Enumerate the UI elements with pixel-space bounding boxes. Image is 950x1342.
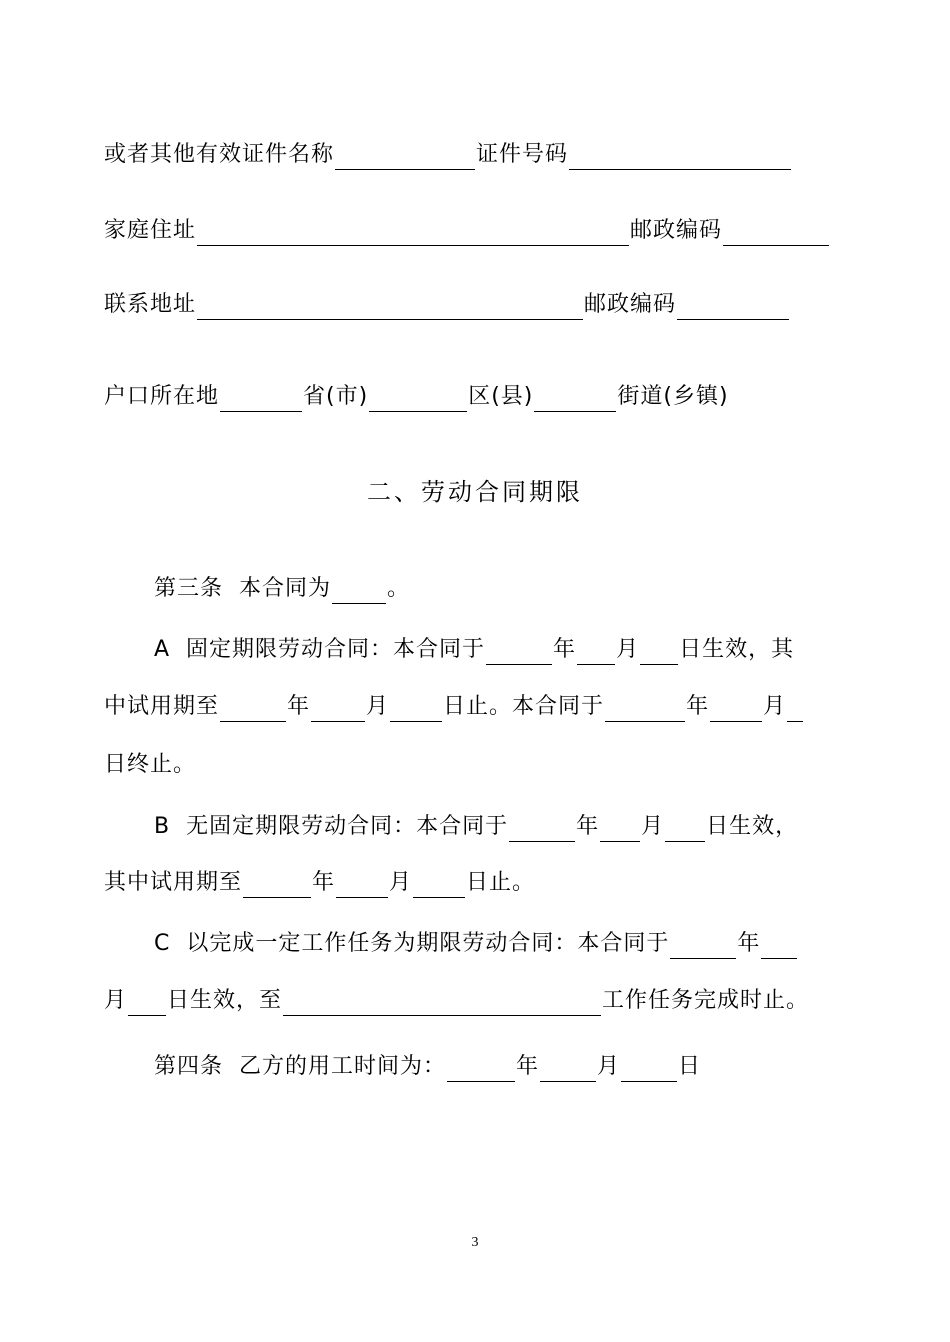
postal-code-blank-2[interactable] — [677, 295, 789, 320]
id-line — [104, 140, 792, 170]
contract-type-blank[interactable] — [332, 579, 386, 604]
postal-code-label: 邮政编码 — [630, 218, 723, 243]
b-line-1 — [154, 812, 798, 842]
street-blank[interactable] — [534, 387, 616, 412]
a-month2-label: 月 — [366, 694, 390, 719]
contact-address-label: 联系地址 — [104, 292, 197, 317]
home-address-blank[interactable] — [197, 221, 629, 246]
contact-address-line — [104, 290, 790, 320]
a-line-1 — [154, 635, 794, 665]
c-year-label: 年 — [737, 931, 761, 956]
article4-month-label: 月 — [597, 1054, 621, 1079]
a-month-label: 月 — [616, 637, 640, 662]
a-probation-month-blank[interactable] — [311, 697, 365, 722]
a-probation-year-blank[interactable] — [220, 697, 286, 722]
other-id-name-label: 或者其他有效证件名称 — [104, 142, 335, 167]
b-probation: 其中试用期至 — [104, 870, 243, 895]
article4-month-blank[interactable] — [540, 1057, 596, 1082]
b-lead: B 无固定期限劳动合同：本合同于 — [154, 814, 509, 839]
b-day-blank[interactable] — [665, 817, 705, 842]
article4-line — [154, 1052, 701, 1082]
street-label: 街道(乡镇) — [617, 384, 729, 409]
c-task-done: 工作任务完成时止。 — [602, 988, 810, 1013]
a-end-month-blank[interactable] — [710, 697, 762, 722]
b-probation-month-blank[interactable] — [336, 873, 388, 898]
b-year2-label: 年 — [312, 870, 336, 895]
contact-address-blank[interactable] — [197, 295, 583, 320]
a-end-year-blank[interactable] — [605, 697, 685, 722]
article4-year-label: 年 — [516, 1054, 540, 1079]
id-number-blank[interactable] — [569, 145, 791, 170]
b-day-end: 日止。 — [466, 870, 536, 895]
c-line-2 — [104, 986, 809, 1016]
c-task-blank[interactable] — [283, 991, 601, 1016]
article3-intro: 第三条 本合同为 — [154, 576, 331, 601]
b-probation-year-blank[interactable] — [243, 873, 311, 898]
b-month-blank[interactable] — [600, 817, 640, 842]
a-day-effective: 日生效，其 — [679, 637, 795, 662]
c-day-effective: 日生效，至 — [167, 988, 283, 1013]
a-year3-label: 年 — [686, 694, 710, 719]
a-day-end: 日止。本合同于 — [443, 694, 605, 719]
district-blank[interactable] — [369, 387, 467, 412]
a-line-3 — [104, 750, 196, 780]
b-month-label: 月 — [641, 814, 665, 839]
a-day-terminate: 日终止。 — [104, 752, 197, 777]
a-day-blank[interactable] — [640, 640, 678, 665]
a-month3-label: 月 — [763, 694, 787, 719]
a-year-label: 年 — [553, 637, 577, 662]
article3-intro-line — [154, 574, 410, 604]
id-number-label: 证件号码 — [476, 142, 569, 167]
c-lead: C 以完成一定工作任务为期限劳动合同：本合同于 — [154, 931, 670, 956]
a-month-blank[interactable] — [577, 640, 615, 665]
b-probation-day-blank[interactable] — [413, 873, 465, 898]
article4-day-blank[interactable] — [621, 1057, 677, 1082]
home-address-line — [104, 216, 830, 246]
a-probation: 中试用期至 — [104, 694, 220, 719]
c-month-blank-start[interactable] — [761, 934, 797, 959]
article4-day-label: 日 — [678, 1054, 702, 1079]
home-address-label: 家庭住址 — [104, 218, 197, 243]
b-month2-label: 月 — [389, 870, 413, 895]
b-day-effective: 日生效， — [706, 814, 799, 839]
postal-code-label-2: 邮政编码 — [584, 292, 677, 317]
a-lead: A 固定期限劳动合同：本合同于 — [154, 637, 486, 662]
b-line-2 — [104, 868, 535, 898]
c-month-label: 月 — [104, 988, 128, 1013]
a-year-blank[interactable] — [486, 640, 552, 665]
province-label: 省(市) — [303, 384, 369, 409]
hukou-label: 户口所在地 — [104, 384, 220, 409]
article3-intro-end: 。 — [387, 576, 411, 601]
province-blank[interactable] — [220, 387, 302, 412]
a-line-2 — [104, 692, 804, 722]
other-id-name-blank[interactable] — [335, 145, 475, 170]
hukou-line — [104, 382, 729, 412]
c-line-1 — [154, 929, 798, 959]
a-end-day-blank[interactable] — [787, 697, 803, 722]
b-year-label: 年 — [576, 814, 600, 839]
a-year2-label: 年 — [287, 694, 311, 719]
page-number: 3 — [471, 1235, 479, 1250]
article4-year-blank[interactable] — [447, 1057, 515, 1082]
b-year-blank[interactable] — [509, 817, 575, 842]
section-title: 二、劳动合同期限 — [367, 478, 583, 506]
postal-code-blank[interactable] — [723, 221, 829, 246]
c-year-blank[interactable] — [670, 934, 736, 959]
c-day-blank[interactable] — [128, 991, 166, 1016]
district-label: 区(县) — [468, 384, 534, 409]
article4-lead: 第四条 乙方的用工时间为： — [154, 1054, 446, 1079]
a-probation-day-blank[interactable] — [390, 697, 442, 722]
